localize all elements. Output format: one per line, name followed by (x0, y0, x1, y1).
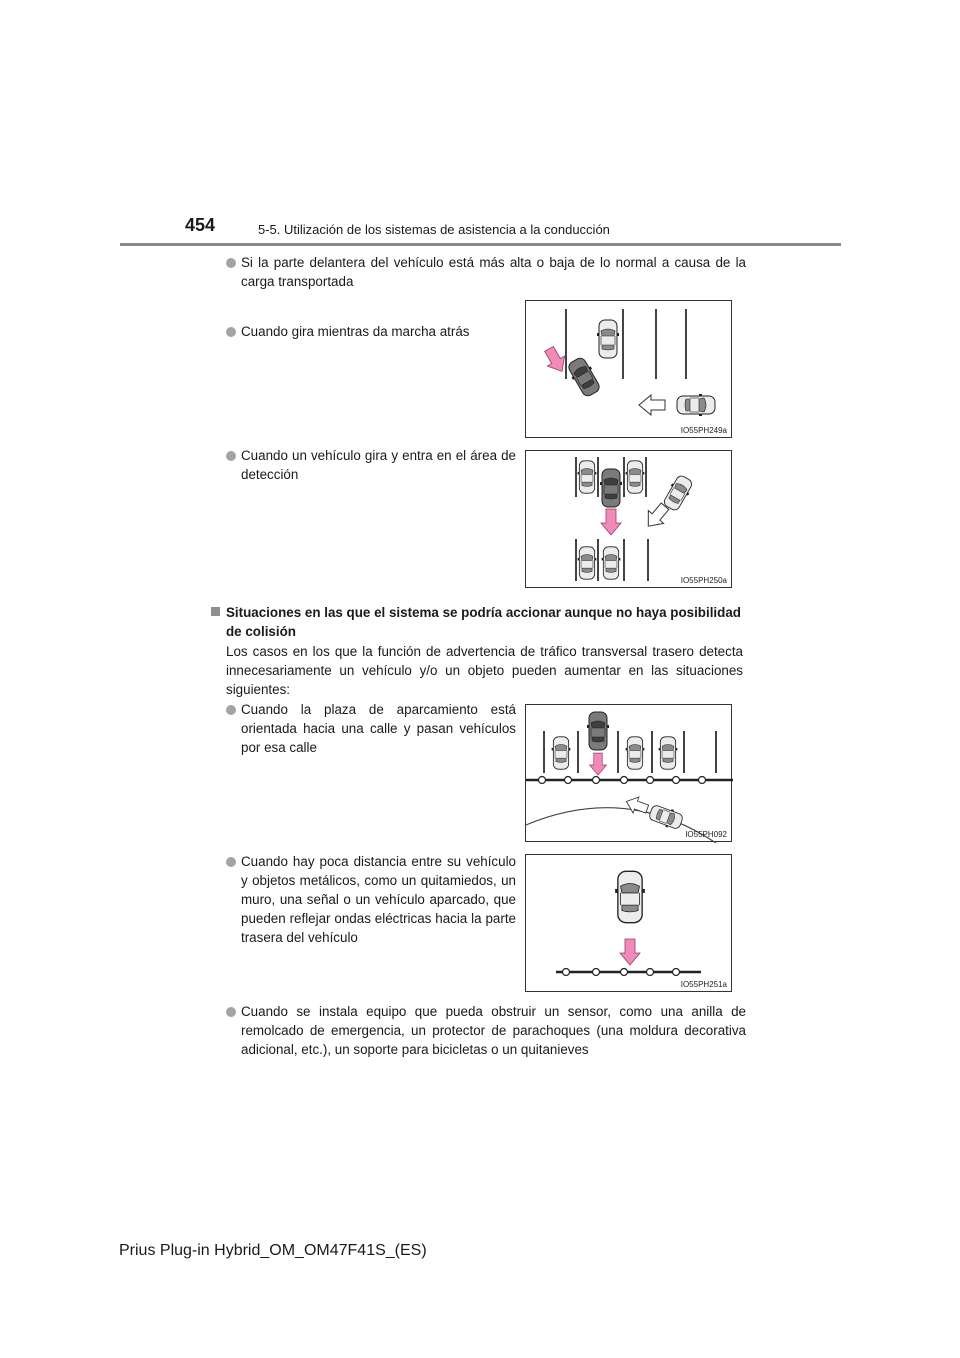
section-intro: Los casos en los que la función de advertencia de tráfico transversal trasero detecta innecesariamente un vehículo y/o un objeto pueden aumentar en las situaciones siguientes: (226, 644, 743, 697)
illustration-street-traffic (526, 705, 733, 843)
figure-vehicle-enters-area (525, 450, 732, 588)
footer-document-id: Prius Plug-in Hybrid_OM_OM47F41S_(ES) (119, 1242, 427, 1259)
bullet-load-height: Si la parte delantera del vehículo está más alta o baja de lo normal a causa de la carga transportada (226, 253, 746, 291)
bullet-dot-icon (226, 857, 236, 867)
figure-turning-reverse (525, 300, 732, 438)
bullet-dot-icon (226, 258, 236, 268)
figure-code: IO55PH251a (680, 980, 727, 989)
bullet-street-facing: Cuando la plaza de aparcamiento está orientada hacia una calle y pasan vehículos por esa calle (226, 700, 516, 757)
header-rule (120, 243, 841, 246)
bullet-turning-reverse: Cuando gira mientras da marcha atrás (226, 322, 516, 341)
illustration-parking-reverse (526, 301, 733, 439)
bullet-dot-icon (226, 451, 236, 461)
bullet-dot-icon (226, 705, 236, 715)
figure-street-facing (525, 704, 732, 842)
figure-code: IO55PH250a (680, 576, 727, 585)
section-heading: Situaciones en las que el sistema se podría accionar aunque no haya posibilidad de colisión (211, 603, 746, 641)
section-title: 5-5. Utilización de los sistemas de asistencia a la conducción (258, 222, 610, 237)
figure-metal-objects (525, 854, 732, 992)
figure-code: IO55PH249a (680, 426, 727, 435)
bullet-vehicle-enters-area: Cuando un vehículo gira y entra en el área de detección (226, 446, 516, 484)
page-number: 454 (185, 215, 216, 235)
bullet-sensor-obstruction: Cuando se instala equipo que pueda obstruir un sensor, como una anilla de remolcado de emergencia, un protector de parachoques (una moldura decorativa adicional, etc.), un soporte para bicicletas o un quitanieves (226, 1002, 746, 1059)
bullet-metal-objects: Cuando hay poca distancia entre su vehículo y objetos metálicos, como un quitamiedos, un muro, una señal o un vehículo aparcado, que pueden reflejar ondas eléctricas hacia la parte trasera del vehículo (226, 852, 516, 947)
heading-square-icon (211, 607, 220, 616)
figure-code: IO55PH092 (685, 830, 727, 839)
illustration-metal-reflection (526, 855, 733, 993)
bullet-dot-icon (226, 327, 236, 337)
illustration-detection-area (526, 451, 733, 589)
bullet-dot-icon (226, 1007, 236, 1017)
